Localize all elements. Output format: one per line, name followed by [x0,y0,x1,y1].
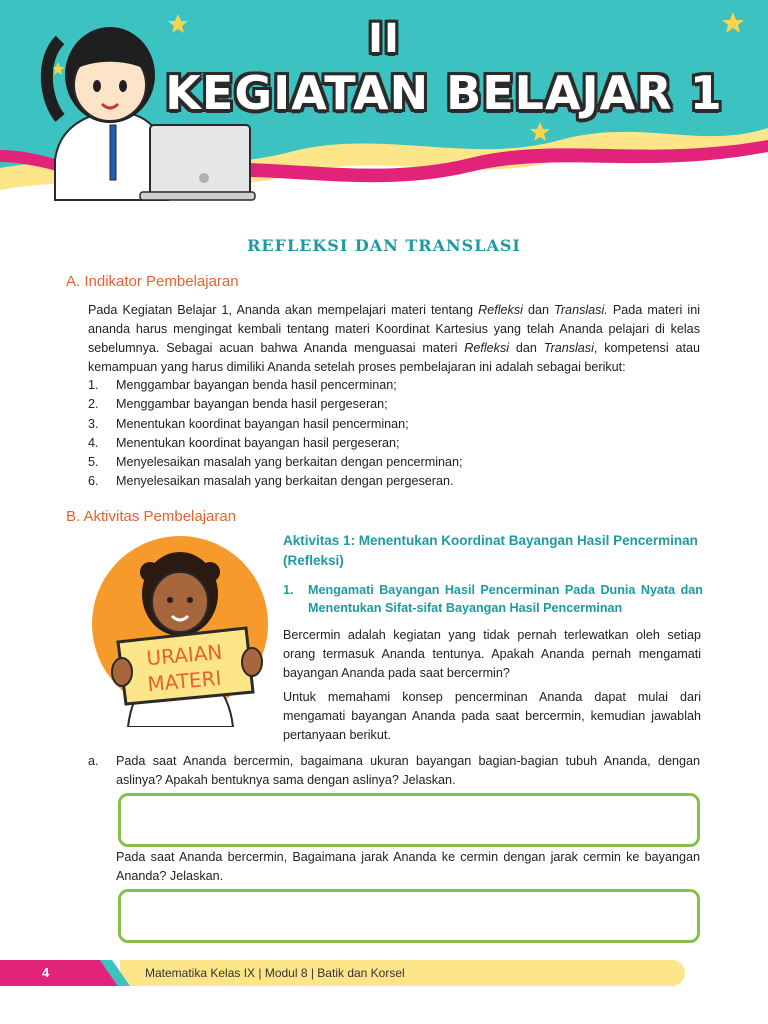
question-b: Pada saat Ananda bercermin, Bagaimana jarak Ananda ke cermin dengan jarak cermin ke bayangan Ananda? Jelaskan. [116,850,700,883]
section-title: REFLEKSI DAN TRANSLASI [247,236,521,255]
list-item: 3. Menentukan koordinat bayangan hasil pencerminan; [88,416,409,431]
list-item: 1. Menggambar bayangan benda hasil pencerminan; [88,378,397,392]
answer-box-b[interactable] [118,889,700,943]
banner-title: KEGIATAN BELAJAR 1 [165,66,723,120]
page-number: 4 [42,965,50,980]
uraian-materi-illustration [88,532,273,727]
indicator-heading: A. Indikator Pembelajaran [66,273,239,290]
list-item: 4. Menentukan koordinat bayangan hasil pergeseran; [88,435,400,450]
footer-text: Matematika Kelas IX | Modul 8 | Batik dan Korsel [145,966,405,980]
activity-heading: B. Aktivitas Pembelajaran [66,508,237,525]
question-a: a. Pada saat Ananda bercermin, bagaimana ukuran bayangan bagian-bagian tubuh Ananda, dengan aslinya? Apakah bentuknya sama dengan aslinya? Jelaskan. [88,754,700,787]
list-item: 5. Menyelesaikan masalah yang berkaitan dengan pencerminan; [88,455,463,470]
activity-paragraph-1: Bercermin adalah kegiatan yang tidak pernah terlewatkan oleh setiap orang termasuk Ananda tentunya. Apakah Ananda pernah mengamati bayangan Ananda pada saat bercermin? [283,628,701,680]
sign-line-1: URAIAN [145,639,224,671]
answer-box-a[interactable] [118,793,700,847]
chapter-number: II [368,16,400,62]
activity-paragraph-2: Untuk memahami konsep pencerminan Ananda dapat mulai dari mengamati bayangan Ananda pada saat bercermin, kemudian jawablah pertanyaan berikut. [283,690,701,742]
indicator-intro: Pada Kegiatan Belajar 1, Ananda akan mempelajari materi tentang Refleksi dan Translasi. Pada materi ini ananda harus mengingat kembali tentang materi Koordinat Kartesius yang telah Ananda pelajari di kelas sebelumnya. Sebagai acuan bahwa Ananda menguasai materi Refleksi dan Translasi, kompetensi atau kemampuan yang harus dimiliki Ananda setelah proses pembelajaran ini adalah sebagai berikut: [88,303,700,374]
list-item: 6. Menyelesaikan masalah yang berkaitan dengan pergeseran. [88,474,454,489]
indicator-list [88,376,708,492]
activity-subtitle: 1. Mengamati Bayangan Hasil Pencerminan Pada Dunia Nyata dan Menentukan Sifat-sifat Bayangan Hasil Pencerminan [283,583,703,615]
list-item: 2. Menggambar bayangan benda hasil pergeseran; [88,397,388,412]
sign-line-2: MATERI [146,665,223,697]
activity-title: Aktivitas 1: Menentukan Koordinat Bayangan Hasil Pencerminan (Refleksi) [283,533,698,568]
